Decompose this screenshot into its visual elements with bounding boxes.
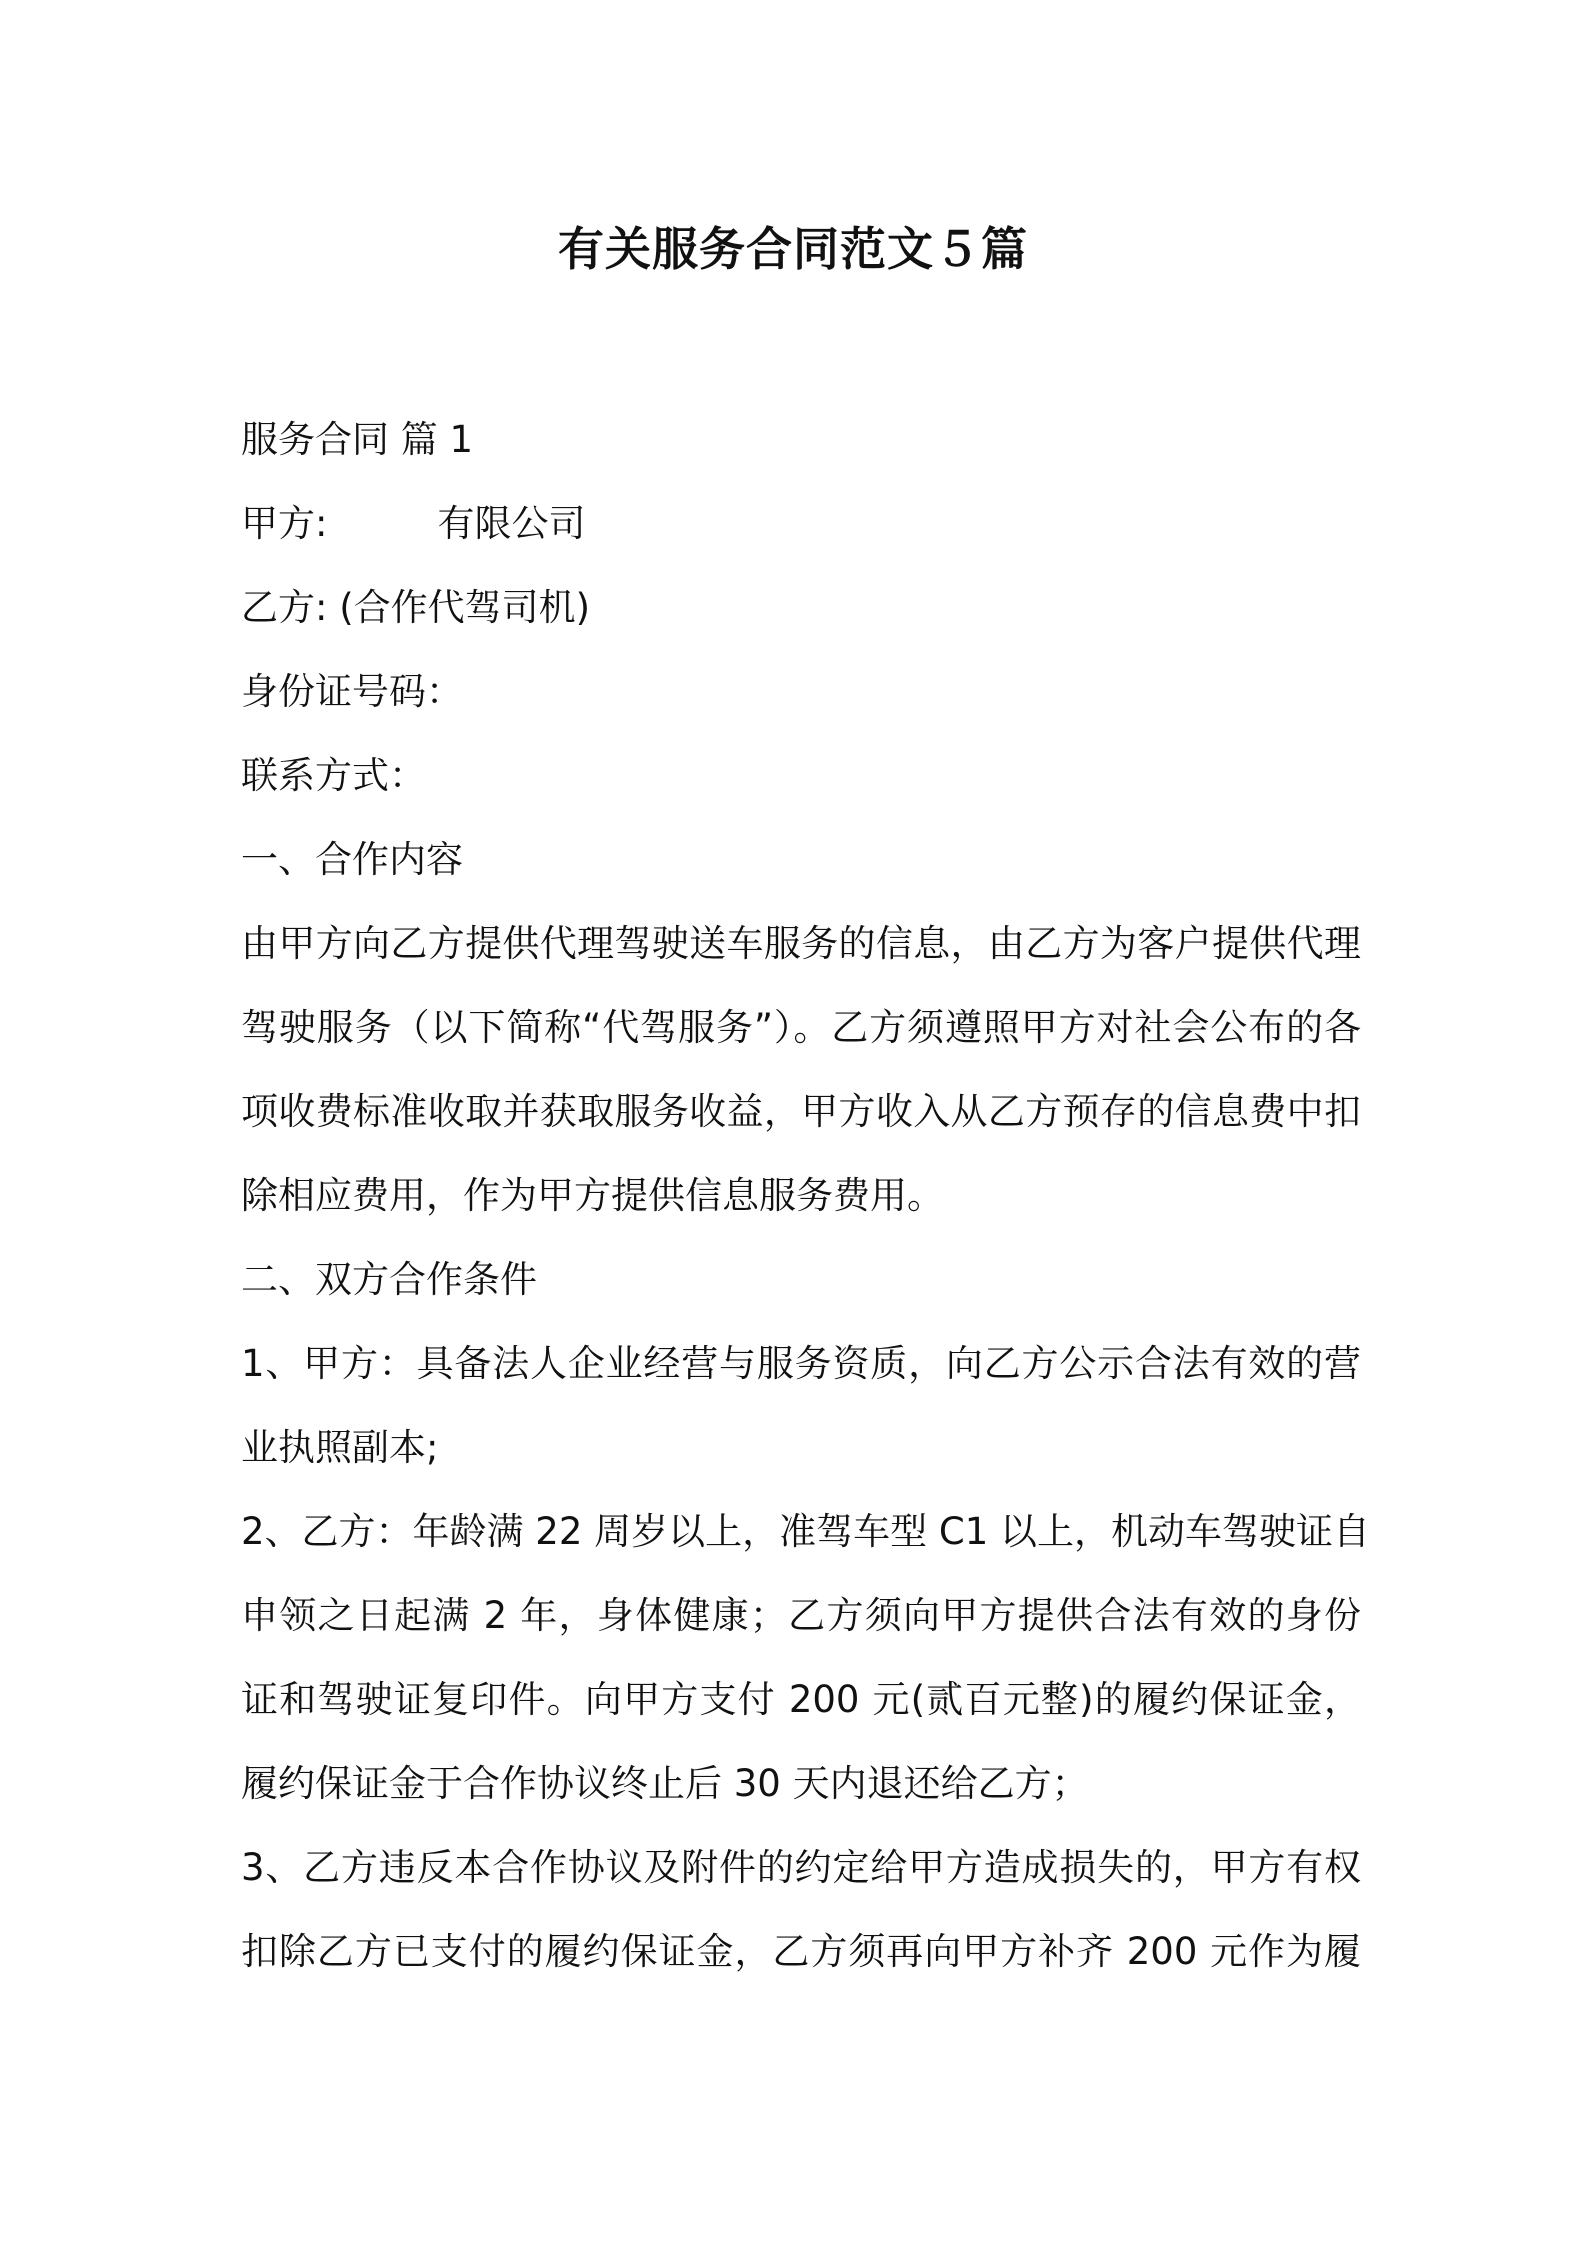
party-a-company: 有限公司	[437, 502, 586, 545]
paragraph-line: 1、甲方：具备法人企业经营与服务资质，向乙方公示合法有效的营	[241, 1342, 1361, 1385]
paragraph-line: 由甲方向乙方提供代理驾驶送车服务的信息，由乙方为客户提供代理	[241, 922, 1361, 965]
paragraph-line: 项收费标准收取并获取服务收益，甲方收入从乙方预存的信息费中扣	[241, 1090, 1361, 1133]
paragraph-line: 除相应费用，作为甲方提供信息服务费用。	[241, 1174, 944, 1217]
section-heading-cooperation: 一、合作内容	[241, 838, 463, 881]
id-number-line: 身份证号码：	[241, 670, 463, 713]
document-title: 有关服务合同范文５篇	[558, 222, 1028, 276]
party-a-label: 甲方:	[241, 502, 328, 545]
paragraph-line: 2、乙方：年龄满 22 周岁以上，准驾车型 C1 以上，机动车驾驶证自	[241, 1510, 1371, 1553]
paragraph-line: 扣除乙方已支付的履约保证金，乙方须再向甲方补齐 200 元作为履	[241, 1930, 1361, 1973]
party-a-line	[241, 496, 1361, 552]
paragraph-line: 3、乙方违反本合作协议及附件的约定给甲方造成损失的，甲方有权	[241, 1846, 1361, 1889]
section-heading-conditions: 二、双方合作条件	[241, 1258, 537, 1301]
paragraph-line: 业执照副本;	[241, 1426, 439, 1469]
paragraph-line: 履约保证金于合作协议终止后 30 天内退还给乙方；	[241, 1762, 1089, 1805]
party-b-line: 乙方: (合作代驾司机)	[241, 586, 591, 629]
section-heading-contract-1: 服务合同 篇 1	[241, 418, 474, 461]
paragraph-line: 驾驶服务（以下简称“代驾服务”）。乙方须遵照甲方对社会公布的各	[241, 1006, 1361, 1049]
paragraph-line: 申领之日起满 2 年，身体健康；乙方须向甲方提供合法有效的身份	[241, 1594, 1361, 1637]
paragraph-line: 证和驾驶证复印件。向甲方支付 200 元(贰百元整)的履约保证金，	[241, 1678, 1361, 1721]
contact-line: 联系方式：	[241, 754, 426, 797]
